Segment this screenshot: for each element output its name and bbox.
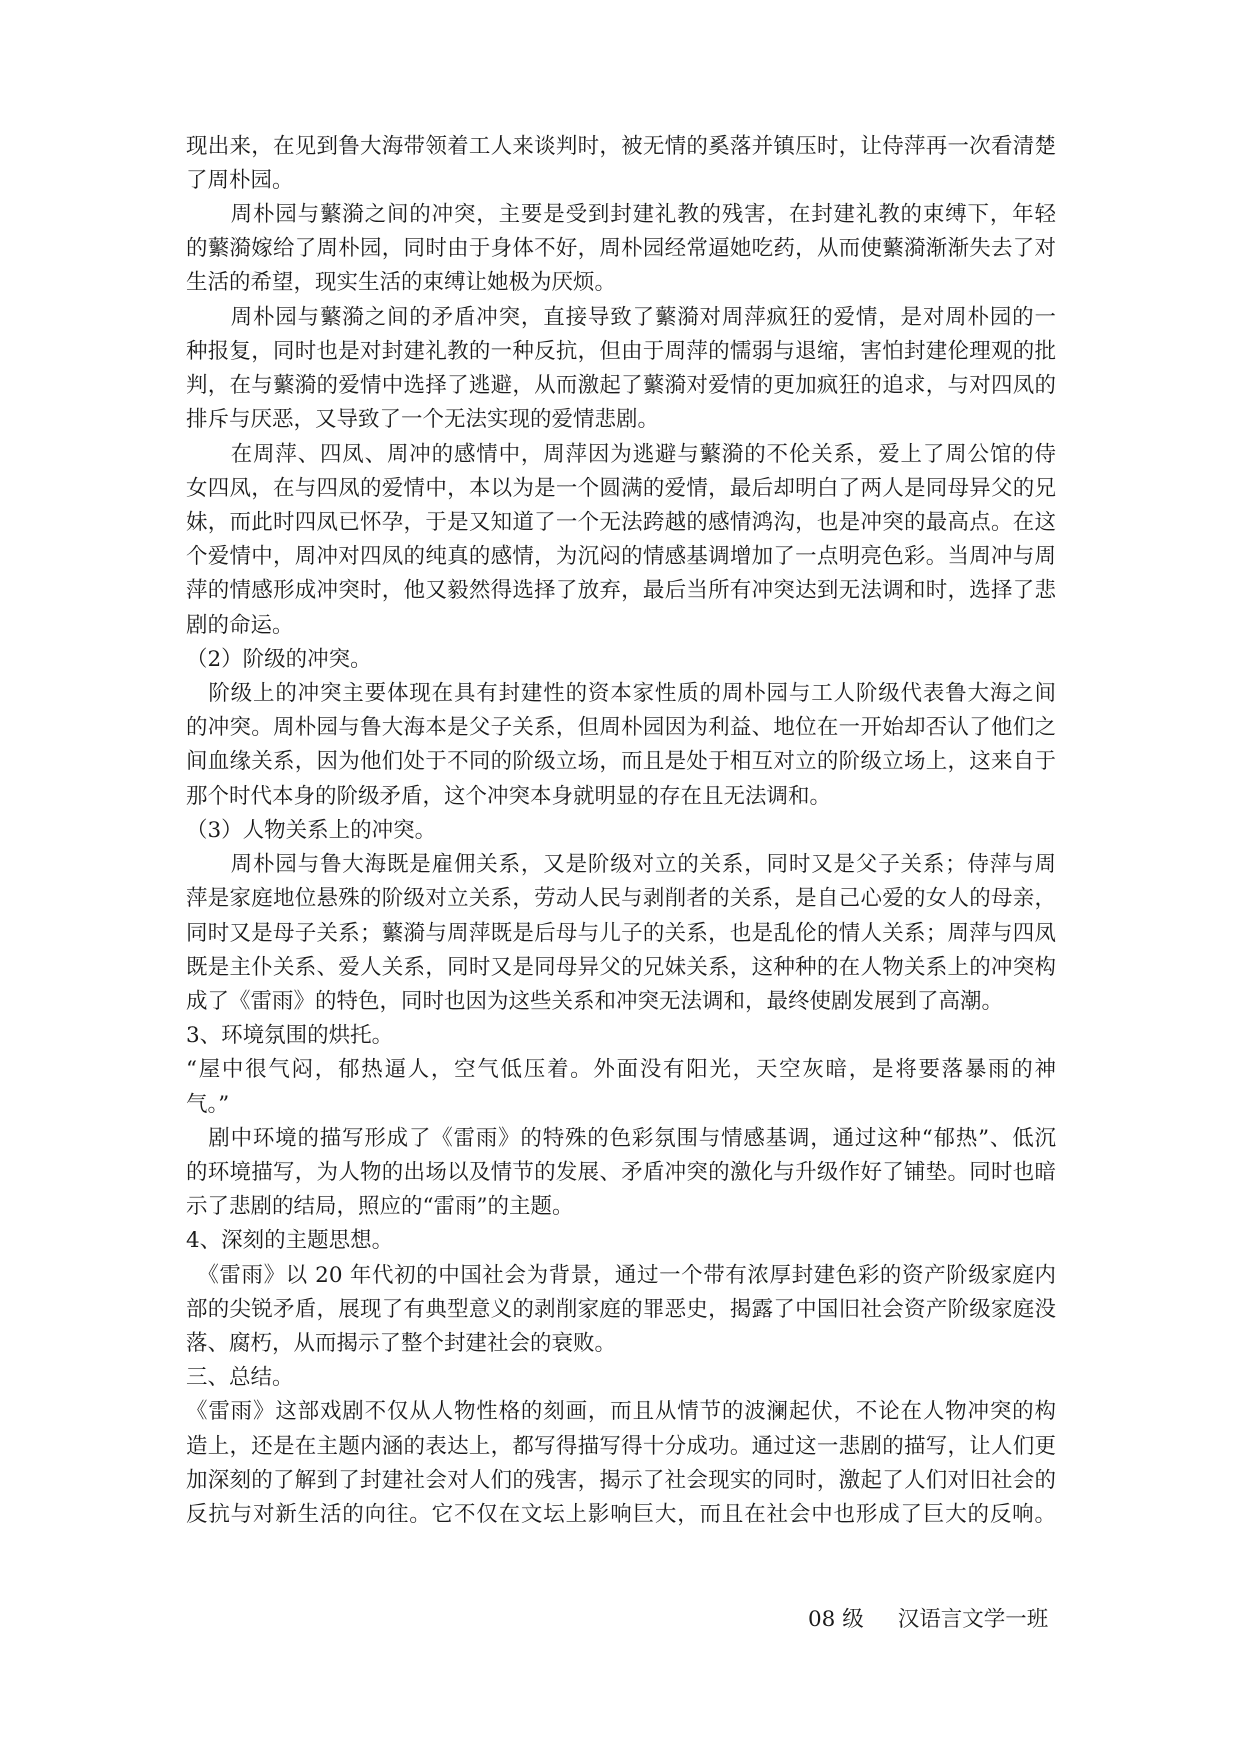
paragraph-line: 周朴园与蘩漪之间的矛盾冲突，直接导致了蘩漪对周萍疯狂的爱情，是对周朴园的一 [186, 305, 1056, 330]
paragraph-line: 阶级上的冲突主要体现在具有封建性的资本家性质的周朴园与工人阶级代表鲁大海之间 [186, 681, 1056, 706]
paragraph-line: 的环境描写，为人物的出场以及情节的发展、矛盾冲突的激化与升级作好了铺垫。同时也暗 [186, 1160, 1056, 1185]
paragraph-line: 加深刻的了解到了封建社会对人们的残害，揭示了社会现实的同时，激起了人们对旧社会的 [186, 1468, 1056, 1493]
paragraph-line: （2）阶级的冲突。 [186, 647, 372, 672]
paragraph-line: 成了《雷雨》的特色，同时也因为这些关系和冲突无法调和，最终使剧发展到了高潮。 [186, 989, 1004, 1014]
paragraph-line: 种报复，同时也是对封建礼教的一种反抗，但由于周萍的懦弱与退缩，害怕封建伦理观的批 [186, 339, 1056, 364]
paragraph-line: 3、环境氛围的烘托。 [186, 1023, 394, 1048]
paragraph-line: 《雷雨》以 20 年代初的中国社会为背景，通过一个带有浓厚封建色彩的资产阶级家庭内 [186, 1263, 1056, 1288]
paragraph-line: 既是主仆关系、爱人关系，同时又是同母异父的兄妹关系，这种种的在人物关系上的冲突构 [186, 955, 1056, 980]
paragraph-line: 了周朴园。 [186, 168, 294, 193]
paragraph-line: 萍的情感形成冲突时，他又毅然得选择了放弃，最后当所有冲突达到无法调和时，选择了悲 [186, 578, 1056, 603]
paragraph-line: 剧中环境的描写形成了《雷雨》的特殊的色彩氛围与情感基调，通过这种“郁热”、低沉 [186, 1126, 1056, 1151]
paragraph-line: 周朴园与蘩漪之间的冲突，主要是受到封建礼教的残害，在封建礼教的束缚下，年轻 [186, 202, 1056, 227]
paragraph-line: 4、深刻的主题思想。 [186, 1228, 394, 1253]
paragraph-line: 在周萍、四凤、周冲的感情中，周萍因为逃避与蘩漪的不伦关系，爱上了周公馆的侍 [186, 442, 1056, 467]
paragraph-line: 那个时代本身的阶级矛盾，这个冲突本身就明显的存在且无法调和。 [186, 784, 832, 809]
paragraph-line: 间血缘关系，因为他们处于不同的阶级立场，而且是处于相互对立的阶级立场上，这来自于 [186, 749, 1056, 774]
paragraph-line: 造上，还是在主题内涵的表达上，都写得描写得十分成功。通过这一悲剧的描写，让人们更 [186, 1434, 1056, 1459]
paragraph-line: 女四凤，在与四凤的爱情中，本以为是一个圆满的爱情，最后却明白了两人是同母异父的兄 [186, 476, 1056, 501]
paragraph-line: 落、腐朽，从而揭示了整个封建社会的衰败。 [186, 1331, 617, 1356]
paragraph-line: 的冲突。周朴园与鲁大海本是父子关系，但周朴园因为利益、地位在一开始却否认了他们之 [186, 715, 1056, 740]
paragraph-line: 妹，而此时四凤已怀孕，于是又知道了一个无法跨越的感情鸿沟，也是冲突的最高点。在这 [186, 510, 1056, 535]
paragraph-line: 《雷雨》这部戏剧不仅从人物性格的刻画，而且从情节的波澜起伏，不论在人物冲突的构 [186, 1399, 1056, 1424]
paragraph-line: 同时又是母子关系；蘩漪与周萍既是后母与儿子的关系，也是乱伦的情人关系；周萍与四凤 [186, 921, 1056, 946]
paragraph-line: 排斥与厌恶，又导致了一个无法实现的爱情悲剧。 [186, 407, 660, 432]
paragraph-line: 个爱情中，周冲对四凤的纯真的感情，为沉闷的情感基调增加了一点明亮色彩。当周冲与周 [186, 544, 1056, 569]
paragraph-line: 生活的希望，现实生活的束缚让她极为厌烦。 [186, 270, 617, 295]
paragraph-line: 反抗与对新生活的向往。它不仅在文坛上影响巨大，而且在社会中也形成了巨大的反响。 [186, 1502, 1056, 1527]
paragraph-line: 三、总结。 [186, 1365, 294, 1390]
paragraph-line: 现出来，在见到鲁大海带领着工人来谈判时，被无情的奚落并镇压时，让侍萍再一次看清楚 [186, 134, 1056, 159]
grade-label: 08 级 [808, 1607, 864, 1632]
class-label: 汉语言文学一班 [897, 1607, 1049, 1632]
paragraph-line: 部的尖锐矛盾，展现了有典型意义的剥削家庭的罪恶史，揭露了中国旧社会资产阶级家庭没 [186, 1297, 1056, 1322]
paragraph-line: 示了悲剧的结局，照应的“雷雨”的主题。 [186, 1194, 574, 1219]
paragraph-line: 气。” [186, 1092, 230, 1117]
signature-footer [808, 1604, 1068, 1636]
paragraph-line: 的蘩漪嫁给了周朴园，同时由于身体不好，周朴园经常逼她吃药，从而使蘩漪渐渐失去了对 [186, 236, 1056, 261]
paragraph-line: 剧的命运。 [186, 613, 294, 638]
paragraph-line: “屋中很气闷，郁热逼人，空气低压着。外面没有阳光，天空灰暗，是将要落暴雨的神 [186, 1057, 1056, 1082]
paragraph-line: 萍是家庭地位悬殊的阶级对立关系，劳动人民与剥削者的关系，是自己心爱的女人的母亲， [186, 886, 1056, 911]
paragraph-line: 判，在与蘩漪的爱情中选择了逃避，从而激起了蘩漪对爱情的更加疯狂的追求，与对四凤的 [186, 373, 1056, 398]
paragraph-line: （3）人物关系上的冲突。 [186, 818, 437, 843]
paragraph-line: 周朴园与鲁大海既是雇佣关系，又是阶级对立的关系，同时又是父子关系；侍萍与周 [186, 852, 1056, 877]
